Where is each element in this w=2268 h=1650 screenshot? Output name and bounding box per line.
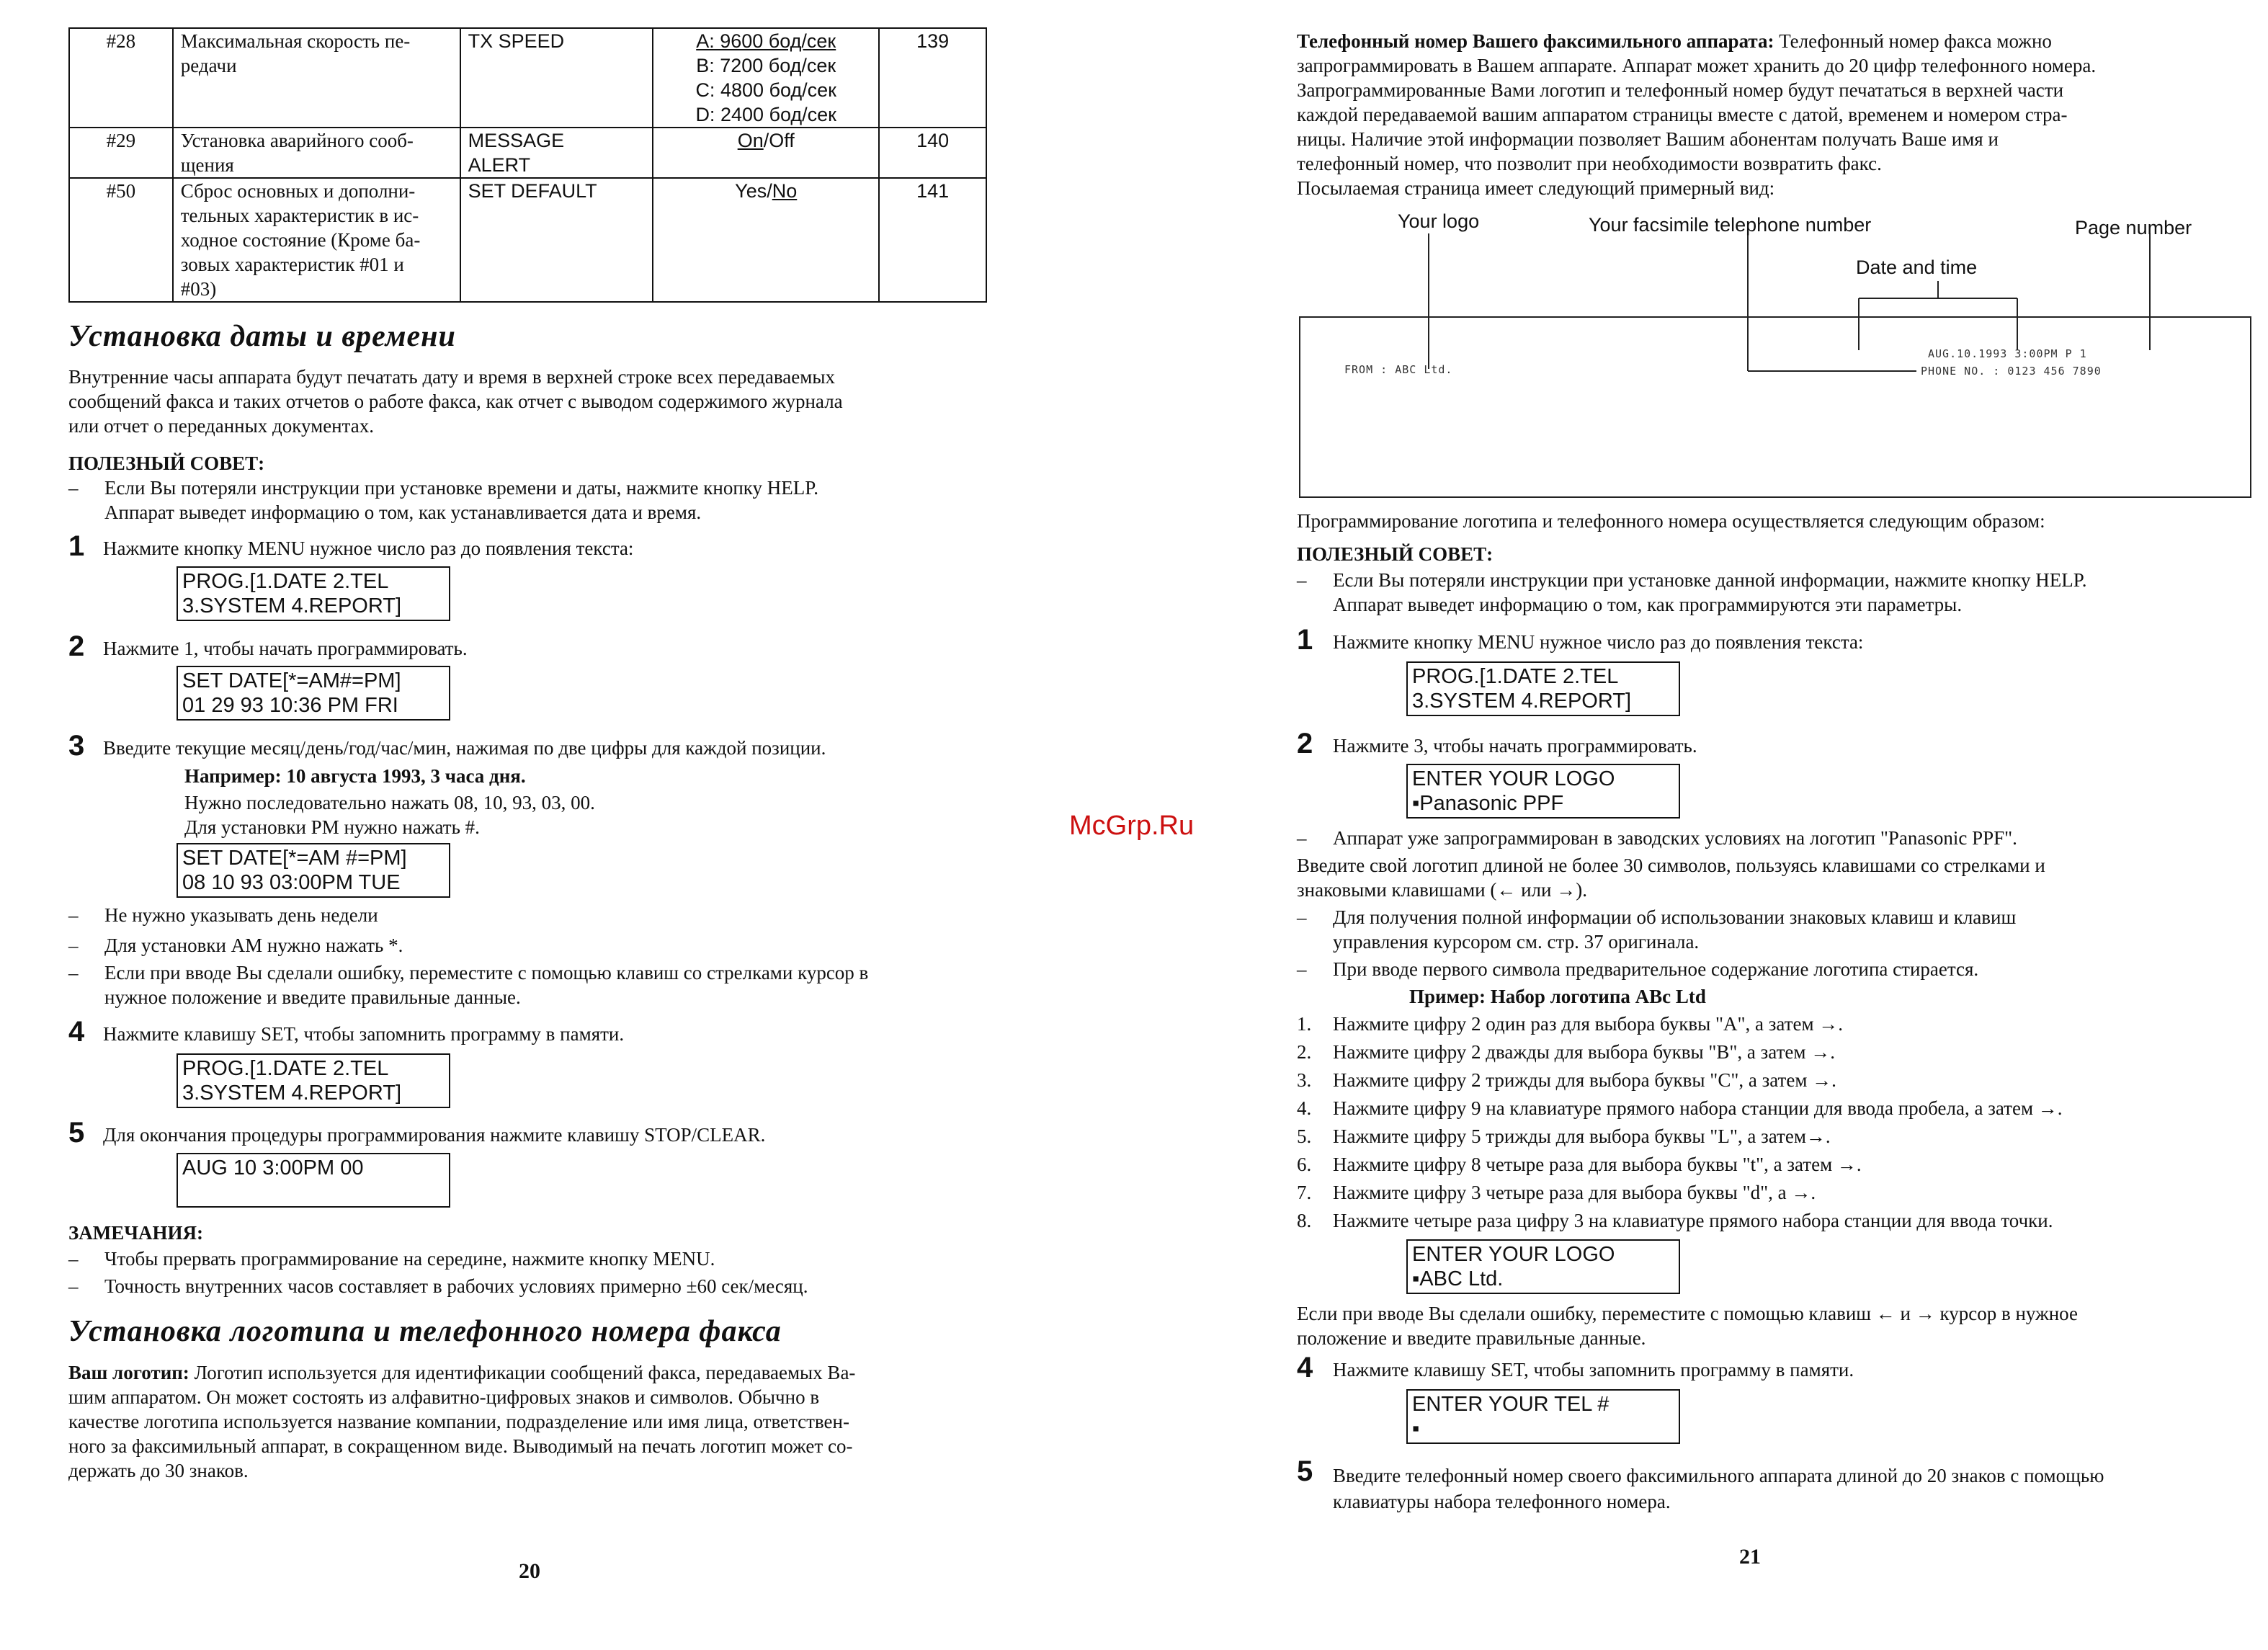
step-number: 1 xyxy=(68,530,85,562)
param-value: /Off xyxy=(763,130,795,151)
notes-title: ЗАМЕЧАНИЯ: xyxy=(68,1222,204,1244)
list-item: 5. Нажмите цифру 5 трижды для выбора буквы "L", а затем→. xyxy=(1297,1125,1831,1147)
list-item: 3. Нажмите цифру 2 трижды для выбора буквы "C", а затем →. xyxy=(1297,1069,1836,1091)
note-bullet: – Точность внутренних часов составляет в рабочих условиях примерно ±60 сек/месяц. xyxy=(68,1275,808,1297)
example-title: Пример: Набор логотипа ABc Ltd xyxy=(1409,986,1706,1007)
param-value-default: On xyxy=(737,130,764,151)
param-value: A: 9600 бод/сек xyxy=(696,30,836,52)
paragraph-line: сообщений факса и таких отчетов о работе факса, как отчет с выводом содержимого журнала xyxy=(68,391,843,412)
example-line: Для установки PM нужно нажать #. xyxy=(184,816,480,838)
step-number: 1 xyxy=(1297,624,1313,656)
step-text: Для окончания процедуры программирования нажмите клавишу STOP/CLEAR. xyxy=(103,1124,766,1146)
paragraph-line: ницы. Наличие этой информации позволяет Вашим абонентам получать Ваше имя и xyxy=(1297,128,1999,150)
note-bullet: – Аппарат уже запрограммирован в заводских условиях на логотип "Panasonic PPF". xyxy=(1297,827,2017,849)
label-facsimile-number: Your facsimile telephone number xyxy=(1589,214,1872,236)
tip-title: ПОЛЕЗНЫЙ СОВЕТ: xyxy=(68,452,265,474)
page-number: 20 xyxy=(519,1559,540,1583)
param-page: 140 xyxy=(916,130,950,151)
param-number: #50 xyxy=(106,180,136,202)
param-number: #28 xyxy=(106,30,136,52)
param-description: Сброс основных и дополни- xyxy=(180,180,416,202)
lcd-display: SET DATE[*=AM#=PM] 01 29 93 10:36 PM FRI xyxy=(177,666,450,721)
param-description: тельных характеристик в ис- xyxy=(180,205,419,226)
lcd-display: ENTER YOUR LOGO ▪ABC Ltd. xyxy=(1406,1239,1680,1294)
paragraph-line: Если при вводе Вы сделали ошибку, переместите с помощью клавиш ← и → курсор в нужное xyxy=(1297,1303,2078,1324)
step-text: Нажмите 3, чтобы начать программировать. xyxy=(1333,735,1697,757)
list-item: 1. Нажмите цифру 2 один раз для выбора буквы "A", а затем →. xyxy=(1297,1013,1844,1035)
param-value-default: No xyxy=(772,180,798,202)
lcd-display: ENTER YOUR TEL # ▪ xyxy=(1406,1389,1680,1444)
example-title: Например: 10 августа 1993, 3 часа дня. xyxy=(184,765,526,787)
heading-date-time: Установка даты и времени xyxy=(68,320,456,353)
param-value: D: 2400 бод/сек xyxy=(695,104,836,125)
step-number: 5 xyxy=(1297,1455,1313,1487)
tip-bullet: – Если Вы потеряли инструкции при установке времени и даты, нажмите кнопку HELP. Аппарат выведет информацию о том, как устанавливается дата и время. xyxy=(68,477,819,523)
tip-line: Аппарат выведет информацию о том, как программируются эти параметры. xyxy=(1333,594,1963,615)
param-description: редачи xyxy=(180,55,237,76)
paragraph-line: Внутренние часы аппарата будут печатать дату и время в верхней строке всех передаваемых xyxy=(68,366,835,388)
list-item: 7. Нажмите цифру 3 четыре раза для выбора буквы "d", а →. xyxy=(1297,1182,1816,1203)
label-page-number: Page number xyxy=(2075,217,2192,238)
step-number: 4 xyxy=(1297,1352,1313,1383)
paragraph-line: знаковыми клавишами (← или →). xyxy=(1297,879,1587,901)
label-date-time: Date and time xyxy=(1856,257,1978,278)
paragraph-line: Запрограммированные Вами логотип и телефонный номер будут печататься в верхней части xyxy=(1297,79,2064,101)
step-text: Введите телефонный номер своего факсимильного аппарата длиной до 20 знаков с помощью xyxy=(1333,1465,2104,1486)
param-description: ходное состояние (Кроме ба- xyxy=(180,229,421,251)
param-display: MESSAGE xyxy=(468,130,565,151)
paragraph-line: запрограммировать в Вашем аппарате. Аппарат может хранить до 20 цифр телефонного номера. xyxy=(1297,55,2097,76)
page-number: 21 xyxy=(1739,1545,1761,1569)
sample-page-diagram xyxy=(1297,209,2255,504)
param-description: щения xyxy=(180,154,234,176)
param-number: #29 xyxy=(106,130,136,151)
lcd-display: PROG.[1.DATE 2.TEL 3.SYSTEM 4.REPORT] xyxy=(177,566,450,621)
step-text: Введите текущие месяц/день/год/час/мин, нажимая по две цифры для каждой позиции. xyxy=(103,737,826,759)
paragraph-line: Телефонный номер факса можно xyxy=(1774,30,2052,52)
param-page: 141 xyxy=(916,180,950,202)
param-display: ALERT xyxy=(468,154,531,176)
paragraph-line: Логотип используется для идентификации сообщений факса, передаваемых Ва- xyxy=(189,1362,856,1383)
list-item: 8. Нажмите четыре раза цифру 3 на клавиатуре прямого набора станции для ввода точки. xyxy=(1297,1210,2053,1231)
param-page: 139 xyxy=(916,30,950,52)
paragraph-line: шим аппаратом. Он может состоять из алфавитно-цифровых знаков и символов. Обычно в xyxy=(68,1386,820,1408)
lcd-display: PROG.[1.DATE 2.TEL 3.SYSTEM 4.REPORT] xyxy=(177,1053,450,1108)
right-page xyxy=(1134,0,2268,1650)
paragraph-line: качестве логотипа используется название компании, подразделение или имя лица, ответствен- xyxy=(68,1411,849,1432)
paragraph-line: ного за факсимильный аппарат, в сокращенном виде. Выводимый на печать логотип может со- xyxy=(68,1435,853,1457)
lcd-display: PROG.[1.DATE 2.TEL 3.SYSTEM 4.REPORT] xyxy=(1406,661,1680,716)
param-description: Установка аварийного сооб- xyxy=(180,130,414,151)
paragraph-line: Программирование логотипа и телефонного номера осуществляется следующим образом: xyxy=(1297,510,2045,532)
step-text: Нажмите кнопку MENU нужное число раз до появления текста: xyxy=(103,538,634,559)
example-line: Нужно последовательно нажать 08, 10, 93, 03, 00. xyxy=(184,792,595,813)
step-text: Нажмите кнопку MENU нужное число раз до появления текста: xyxy=(1333,631,1864,653)
tip-line: Если Вы потеряли инструкции при установке данной информации, нажмите кнопку HELP. xyxy=(1333,569,2087,591)
paragraph-line: телефонный номер, что позволит при необходимости возвратить факс. xyxy=(1297,153,1882,174)
step-text: Нажмите 1, чтобы начать программировать. xyxy=(103,638,468,659)
paragraph-line: Посылаемая страница имеет следующий примерный вид: xyxy=(1297,177,1775,199)
lcd-display: AUG 10 3:00PM 00 xyxy=(177,1153,450,1208)
example-steps-list xyxy=(1297,1012,2255,1236)
param-value: Yes/ xyxy=(735,180,772,202)
tip-line: Если Вы потеряли инструкции при установке времени и даты, нажмите кнопку HELP. xyxy=(104,477,819,499)
note-bullet: – Не нужно указывать день недели xyxy=(68,904,378,926)
label-your-logo: Your logo xyxy=(1398,210,1480,232)
paragraph-line: каждой передаваемой вашим аппаратом страницы вместе с датой, временем и номером стра- xyxy=(1297,104,2068,125)
sample-phone-line: PHONE NO. : 0123 456 7890 xyxy=(1921,365,2102,378)
param-description: Максимальная скорость пе- xyxy=(180,30,411,52)
lcd-display: SET DATE[*=AM #=PM] 08 10 93 03:00PM TUE xyxy=(177,843,450,898)
param-value: B: 7200 бод/сек xyxy=(696,55,836,76)
table-row xyxy=(69,28,986,128)
step-number: 2 xyxy=(1297,728,1313,759)
sample-from-line: FROM : ABC Ltd. xyxy=(1344,363,1453,376)
param-display: TX SPEED xyxy=(468,30,565,52)
step-number: 3 xyxy=(68,730,85,762)
note-bullet: – Для установки AM нужно нажать *. xyxy=(68,935,403,956)
param-value: C: 4800 бод/сек xyxy=(695,79,836,101)
note-bullet: – Чтобы прервать программирование на середине, нажмите кнопку MENU. xyxy=(68,1248,715,1270)
tip-title: ПОЛЕЗНЫЙ СОВЕТ: xyxy=(1297,543,1494,565)
logo-label: Ваш логотип: xyxy=(68,1362,189,1383)
step-number: 2 xyxy=(68,630,85,662)
paragraph-line: держать до 30 знаков. xyxy=(68,1460,249,1481)
parameters-table xyxy=(68,27,987,303)
list-item: 4. Нажмите цифру 9 на клавиатуре прямого набора станции для ввода пробела, а затем →. xyxy=(1297,1097,2063,1119)
note-bullet: – Для получения полной информации об использовании знаковых клавиш и клавиш управления курсором см. стр. 37 оригинала. xyxy=(1297,906,2017,953)
list-item: 6. Нажмите цифру 8 четыре раза для выбора буквы "t", а затем →. xyxy=(1297,1154,1862,1175)
paragraph-line: Введите свой логотип длиной не более 30 символов, пользуясь клавишами со стрелками и xyxy=(1297,855,2045,876)
table-row xyxy=(69,178,986,302)
sample-date-line: AUG.10.1993 3:00PM P 1 xyxy=(1928,347,2087,360)
table-row xyxy=(69,128,986,178)
note-bullet: – Если при вводе Вы сделали ошибку, переместите с помощью клавиш со стрелками курсор в нужное положение и введите правильные данные. xyxy=(68,962,869,1008)
paragraph-line: или отчет о переданных документах. xyxy=(68,415,374,437)
watermark: McGrp.Ru xyxy=(1069,811,1195,841)
param-description: #03) xyxy=(180,278,217,300)
step-text: клавиатуры набора телефонного номера. xyxy=(1333,1491,1671,1512)
step-number: 5 xyxy=(68,1117,85,1149)
step-number: 4 xyxy=(68,1016,85,1048)
tip-line: Аппарат выведет информацию о том, как устанавливается дата и время. xyxy=(104,501,702,523)
lcd-display: ENTER YOUR LOGO ▪Panasonic PPF xyxy=(1406,764,1680,819)
list-item: 2. Нажмите цифру 2 дважды для выбора буквы "B", а затем →. xyxy=(1297,1041,1835,1063)
heading-logo-phone: Установка логотипа и телефонного номера факса xyxy=(68,1315,782,1348)
tip-bullet: – Если Вы потеряли инструкции при установке данной информации, нажмите кнопку HELP. Аппарат выведет информацию о том, как программируются эти параметры. xyxy=(1297,569,2087,615)
param-description: зовых характеристик #01 и xyxy=(180,254,404,275)
phone-label: Телефонный номер Вашего факсимильного аппарата: xyxy=(1297,30,1774,52)
note-bullet: – При вводе первого символа предварительное содержание логотипа стирается. xyxy=(1297,958,1979,980)
diagram-lines xyxy=(1297,209,2255,504)
step-text: Нажмите клавишу SET, чтобы запомнить программу в памяти. xyxy=(103,1023,625,1045)
paragraph-line: положение и введите правильные данные. xyxy=(1297,1327,1646,1349)
param-display: SET DEFAULT xyxy=(468,180,597,202)
step-text: Нажмите клавишу SET, чтобы запомнить программу в памяти. xyxy=(1333,1359,1854,1381)
